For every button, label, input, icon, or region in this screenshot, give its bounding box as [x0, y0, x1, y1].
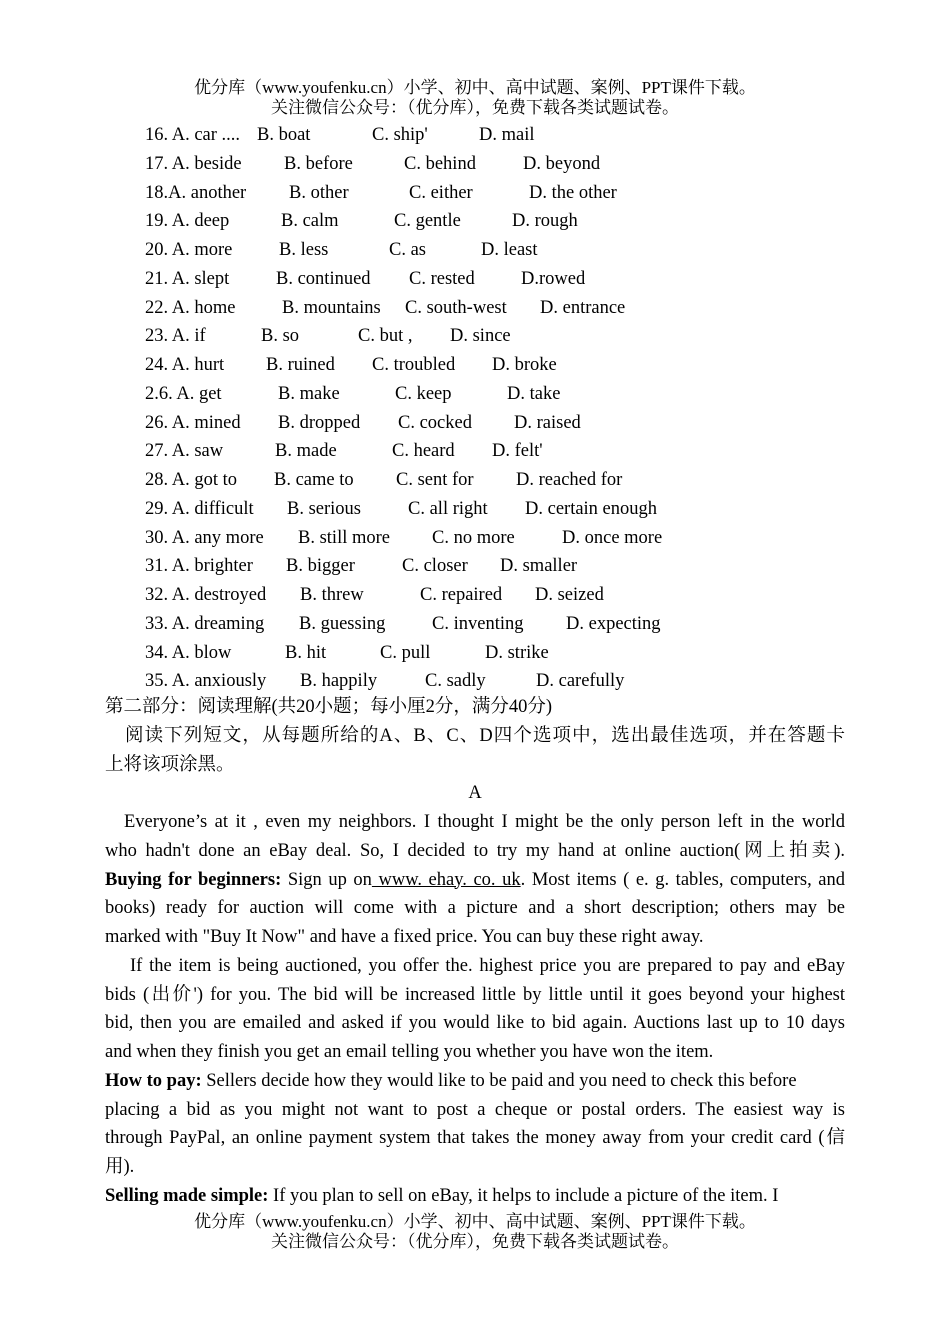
- header-line-1: 优分库（www.youfenku.cn）小学、初中、高中试题、案例、PPT课件下载。: [194, 78, 756, 97]
- question-option-c: C. troubled: [372, 355, 456, 375]
- question-option-b: B. before: [284, 153, 353, 174]
- question-option-d: D. entrance: [540, 297, 626, 318]
- pay-heading: How to pay:: [105, 1070, 202, 1091]
- question-option-b: B. guessing: [299, 613, 386, 634]
- question-option-c: C. inventing: [432, 613, 524, 634]
- page-header: [0, 78, 950, 118]
- question-option-c: C. south-west: [405, 297, 507, 318]
- question-option-b: B. calm: [281, 211, 339, 232]
- question-option-a: 35. A. anxiously: [145, 671, 267, 692]
- question-option-b: B. continued: [276, 268, 371, 289]
- question-option-a: 27. A. saw: [145, 441, 224, 462]
- question-option-d: D. seized: [535, 585, 604, 605]
- question-option-a: 16. A. car ....: [145, 125, 241, 145]
- question-option-a: 34. A. blow: [145, 642, 232, 663]
- question-option-c: C. behind: [404, 153, 476, 174]
- buying-text-pre: Sign up on: [281, 869, 372, 890]
- question-option-d: D. strike: [485, 642, 549, 663]
- question-option-a: 32. A. destroyed: [145, 585, 267, 605]
- question-option-b: B. boat: [257, 125, 311, 145]
- header-line-2: 关注微信公众号：（优分库），免费下载各类试题试卷。: [271, 98, 679, 117]
- question-option-a: 31. A. brighter: [145, 556, 253, 577]
- reading-section: [105, 693, 845, 1211]
- question-option-b: B. other: [289, 182, 349, 203]
- buying-heading: Buying for beginners:: [105, 869, 282, 890]
- sell-text-1: If you plan to sell on eBay, it helps to include a picture of the item. I: [268, 1185, 779, 1206]
- question-option-d: D. take: [507, 383, 561, 404]
- footer-line-1: 优分库（www.youfenku.cn）小学、初中、高中试题、案例、PPT课件下载。: [194, 1212, 756, 1231]
- question-option-c: C. either: [409, 182, 473, 203]
- question-option-c: C. rested: [409, 268, 475, 289]
- passage-label: A: [468, 783, 482, 804]
- instruction-line-1: 阅读下列短文，从每题所给的A、B、C、D四个选项中，选出最佳选项，并在答题卡: [125, 725, 845, 746]
- question-option-a: 19. A. deep: [145, 211, 230, 232]
- question-option-d: D. since: [450, 326, 511, 347]
- question-option-b: B. serious: [287, 498, 361, 519]
- question-option-a: 23. A. if: [145, 326, 206, 347]
- question-option-c: C. sadly: [425, 671, 486, 692]
- pay-text-1: Sellers decide how they would like to be paid and you need to check this before: [201, 1070, 797, 1091]
- question-option-b: B. make: [278, 383, 340, 404]
- question-option-d: D. expecting: [566, 613, 661, 634]
- question-option-a: 22. A. home: [145, 297, 236, 318]
- question-option-d: D. rough: [512, 211, 578, 232]
- question-option-b: B. hit: [285, 642, 327, 663]
- sell-heading: Selling made simple:: [105, 1185, 269, 1206]
- question-option-c: C. but ,: [358, 326, 413, 347]
- pay-paragraph-line-3: through PayPal, an online payment system that takes the money away from your credit card (信: [105, 1128, 845, 1149]
- question-option-a: 30. A. any more: [145, 527, 264, 548]
- question-option-a: 18.A. another: [145, 182, 247, 203]
- page-footer: [0, 1212, 950, 1252]
- question-option-a: 33. A. dreaming: [145, 613, 265, 634]
- question-option-b: B. bigger: [286, 556, 355, 577]
- question-option-d: D.rowed: [521, 268, 586, 289]
- question-option-c: C. sent for: [396, 470, 474, 490]
- question-option-d: D. mail: [479, 125, 535, 145]
- buying-paragraph-line-1: [105, 866, 845, 895]
- question-option-b: B. dropped: [278, 412, 361, 433]
- section-title: 第二部分：阅读理解(共20小题；每小厘2分，满分40分): [105, 697, 553, 717]
- question-option-c: C. heard: [392, 441, 455, 462]
- question-option-d: D. raised: [514, 412, 581, 433]
- footer-line-2: 关注微信公众号：（优分库），免费下载各类试题试卷。: [271, 1232, 679, 1251]
- question-option-d: D. least: [481, 240, 538, 260]
- question-option-c: C. closer: [402, 556, 468, 577]
- buying-paragraph-line-2: books) ready for auction will come with a picture and a short description; others may be: [105, 898, 845, 919]
- question-option-c: C. gentle: [394, 211, 461, 232]
- question-option-b: B. came to: [274, 470, 354, 490]
- paragraph-3-line-3: bid, then you are emailed and asked if you would like to bid again. Auctions last up to 10 days: [105, 1013, 845, 1034]
- pay-paragraph-line-4: 用).: [105, 1157, 135, 1177]
- question-option-a: 28. A. got to: [145, 470, 237, 490]
- question-option-b: B. still more: [298, 527, 390, 548]
- question-option-a: 21. A. slept: [145, 268, 230, 289]
- buying-text-post: . Most items ( e. g. tables, computers, and: [520, 869, 846, 890]
- question-option-c: C. as: [389, 240, 426, 260]
- instruction-line-2: 上将该项涂黑。: [105, 754, 235, 775]
- question-option-c: C. keep: [395, 383, 452, 404]
- question-option-c: C. ship': [372, 125, 428, 145]
- question-option-a: 26. A. mined: [145, 412, 241, 433]
- question-option-b: B. so: [261, 326, 300, 347]
- paragraph-3-line-2: bids (出价') for you. The bid will be increased little by little until it goes beyond your highest: [105, 984, 845, 1005]
- question-option-b: B. happily: [300, 671, 378, 692]
- ebay-link[interactable]: www. ehay. co. uk: [371, 869, 521, 890]
- question-option-c: C. repaired: [420, 585, 503, 605]
- question-option-c: C. pull: [380, 642, 431, 663]
- question-option-d: D. felt': [492, 441, 543, 462]
- question-option-c: C. cocked: [398, 412, 472, 433]
- question-option-d: D. once more: [562, 527, 663, 548]
- paragraph-1-line-2: who hadn't done an eBay deal. So, I decided to try my hand at online auction(网上拍卖).: [105, 840, 845, 861]
- question-option-d: D. certain enough: [525, 498, 658, 519]
- question-option-d: D. the other: [529, 182, 617, 203]
- question-option-a: 24. A. hurt: [145, 355, 225, 375]
- question-option-b: B. ruined: [266, 355, 335, 375]
- question-option-b: B. less: [279, 240, 329, 260]
- sell-paragraph-line-1: [105, 1182, 845, 1211]
- question-option-d: D. reached for: [516, 470, 623, 490]
- question-option-a: 29. A. difficult: [145, 498, 254, 519]
- question-option-d: D. smaller: [500, 556, 578, 577]
- question-option-d: D. broke: [492, 355, 557, 375]
- question-option-d: D. beyond: [523, 153, 601, 174]
- paragraph-3-line-4: and when they finish you get an email telling you whether you have won the item.: [105, 1042, 714, 1062]
- question-option-a: 20. A. more: [145, 240, 233, 260]
- question-option-c: C. no more: [432, 527, 515, 548]
- paragraph-1-line-1: Everyone’s at it , even my neighbors. I thought I might be the only person left in the world: [124, 812, 845, 832]
- pay-paragraph-line-2: placing a bid as you might not want to post a cheque or postal orders. The easiest way is: [105, 1099, 845, 1120]
- question-option-b: B. threw: [300, 585, 364, 605]
- pay-paragraph-line-1: [105, 1067, 845, 1096]
- question-option-a: 17. A. beside: [145, 153, 242, 174]
- question-option-a: 2.6. A. get: [145, 383, 222, 404]
- buying-paragraph-line-3: marked with "Buy It Now" and have a fixed price. You can buy these right away.: [105, 927, 704, 947]
- paragraph-3-line-1: If the item is being auctioned, you offer the. highest price you are prepared to pay and eBay: [130, 955, 845, 976]
- question-option-b: B. mountains: [282, 297, 381, 318]
- question-option-d: D. carefully: [536, 671, 625, 692]
- question-option-c: C. all right: [408, 498, 488, 519]
- question-option-b: B. made: [275, 441, 337, 462]
